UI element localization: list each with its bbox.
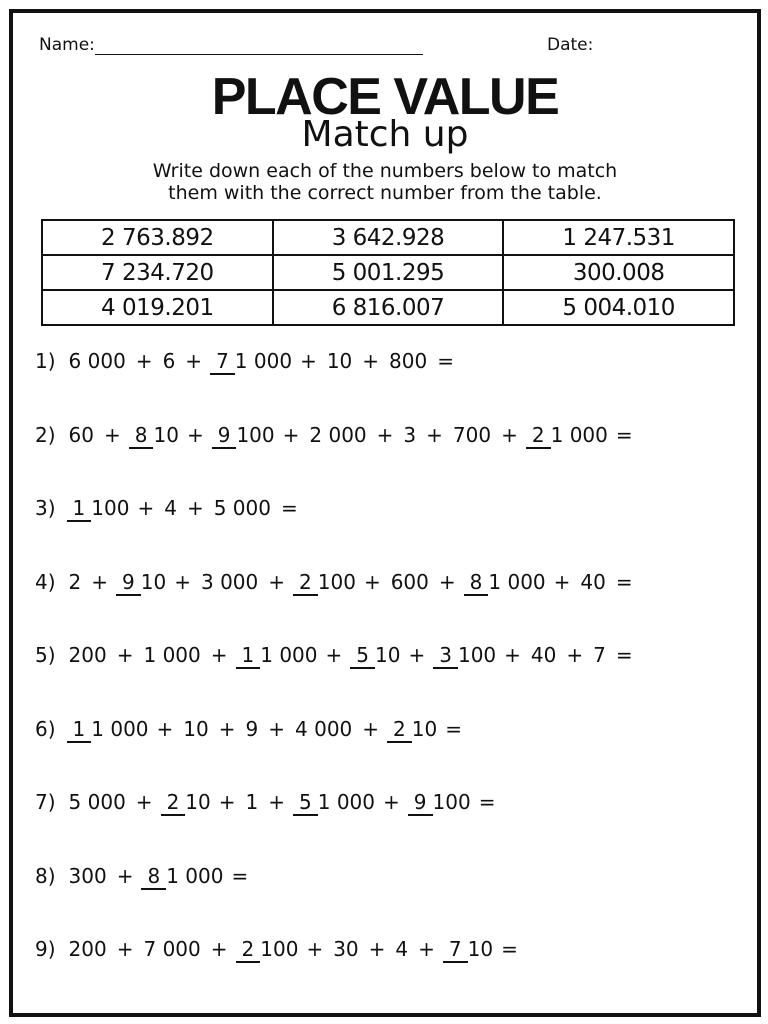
fraction [67, 717, 149, 741]
equation-row [35, 717, 735, 791]
date-field[interactable] [547, 35, 593, 55]
equation-term: 5 000 [68, 790, 126, 814]
equation-term: 7 000 [143, 937, 201, 961]
equation-term: 6 000 [68, 349, 126, 373]
fraction-denominator: 10 [411, 716, 438, 741]
operator: + [363, 569, 381, 594]
fraction-numerator: 2 [236, 937, 261, 963]
equation-row [35, 349, 735, 423]
equation-term: 300 [68, 863, 107, 888]
table-row [42, 220, 734, 255]
table-cell: 2 763.892 [42, 220, 273, 255]
operator: + [116, 643, 134, 667]
fraction-denominator: 1 000 [488, 569, 546, 594]
date-label: Date: [547, 35, 594, 55]
table-cell: 5 001.295 [273, 255, 504, 290]
fraction [129, 423, 179, 447]
table-cell: 7 234.720 [42, 255, 273, 290]
fraction [433, 643, 496, 667]
operator: + [566, 643, 584, 667]
instruction-line: them with the correct number from the table. [168, 182, 602, 204]
table-cell: 5 004.010 [503, 290, 734, 325]
operator: = [615, 643, 633, 667]
operator: + [504, 643, 521, 667]
operator: + [185, 349, 203, 373]
operator: + [210, 937, 228, 961]
fraction [350, 643, 400, 667]
equation-term: 7 [593, 643, 606, 667]
equation-term: 10 [326, 349, 353, 373]
operator: + [268, 716, 286, 741]
page-title: PLACE VALUE [211, 68, 559, 126]
operator: + [174, 569, 191, 594]
operator: + [408, 643, 426, 667]
table-row [42, 290, 734, 325]
equation-term: 4 [395, 937, 409, 961]
equation-term: 700 [452, 422, 492, 447]
name-line[interactable] [95, 36, 423, 55]
fraction [210, 349, 292, 373]
fraction [116, 570, 166, 594]
equation-list [35, 349, 735, 1011]
fraction-numerator: 9 [212, 423, 237, 449]
fraction-numerator: 2 [293, 570, 318, 596]
instructions [13, 160, 757, 204]
fraction-denominator: 100 [457, 643, 497, 667]
fraction-denominator: 10 [153, 422, 179, 447]
operator: + [116, 937, 134, 961]
operator: = [478, 790, 496, 814]
fraction [526, 423, 608, 447]
fraction-numerator: 3 [433, 643, 458, 669]
fraction-denominator: 1 000 [550, 422, 608, 447]
equation-number: 9) [35, 937, 56, 961]
fraction-numerator: 2 [526, 423, 551, 449]
fraction [293, 790, 375, 814]
operator: + [438, 569, 456, 594]
fraction-numerator: 8 [129, 423, 154, 449]
fraction-denominator: 100 [260, 937, 299, 961]
fraction-numerator: 5 [293, 790, 318, 816]
operator: + [135, 349, 153, 373]
fraction [236, 643, 318, 667]
fraction-denominator: 1 000 [91, 716, 149, 741]
operator: + [325, 643, 343, 667]
fraction-numerator: 9 [116, 570, 141, 596]
equation-term: 30 [333, 937, 359, 961]
equation-term: 3 [403, 422, 417, 447]
instruction-line: Write down each of the numbers below to match [152, 160, 618, 182]
equation-term: 3 000 [200, 569, 259, 594]
fraction [67, 496, 130, 520]
fraction-numerator: 8 [464, 570, 489, 596]
equation-number: 6) [35, 716, 56, 741]
equation-term: 4 [164, 496, 177, 520]
equation-term: 1 000 [143, 643, 201, 667]
fraction-denominator: 1 000 [260, 643, 318, 667]
fraction [293, 570, 356, 594]
fraction [464, 570, 546, 594]
fraction [387, 717, 437, 741]
equation-number: 8) [35, 863, 56, 888]
operator: + [116, 863, 134, 888]
equation-number: 4) [35, 569, 56, 594]
operator: + [368, 937, 386, 961]
equation-term: 1 [245, 790, 259, 814]
fraction-numerator: 1 [67, 717, 92, 743]
operator: + [362, 349, 380, 373]
equation-number: 5) [35, 643, 56, 667]
equation-row [35, 864, 735, 938]
worksheet-page [9, 9, 761, 1017]
fraction-numerator: 9 [408, 790, 433, 816]
operator: + [135, 790, 153, 814]
fraction [212, 423, 275, 447]
equation-number: 2) [35, 422, 56, 447]
operator: + [210, 643, 228, 667]
equation-term: 2 000 [309, 422, 367, 447]
equation-term: 60 [68, 422, 94, 447]
fraction-denominator: 100 [432, 790, 471, 814]
equation-row [35, 643, 735, 717]
table-cell: 4 019.201 [42, 290, 273, 325]
operator: + [306, 937, 324, 961]
operator: = [615, 569, 633, 594]
operator: = [437, 349, 454, 373]
table-row [42, 255, 734, 290]
operator: + [362, 716, 380, 741]
equation-term: 40 [580, 569, 606, 594]
fraction-numerator: 2 [161, 790, 186, 816]
fraction-denominator: 1 000 [234, 349, 293, 373]
equation-term: 4 000 [295, 716, 353, 741]
fraction-denominator: 10 [375, 643, 401, 667]
equation-term: 2 [68, 569, 82, 594]
operator: + [186, 496, 204, 520]
operator: = [280, 496, 298, 520]
operator: + [218, 790, 236, 814]
fraction-denominator: 1 000 [166, 863, 224, 888]
operator: + [376, 422, 394, 447]
equation-term: 5 000 [213, 496, 271, 520]
fraction-numerator: 7 [443, 937, 468, 963]
operator: + [426, 422, 443, 447]
fraction-denominator: 10 [140, 569, 167, 594]
operator: + [282, 422, 300, 447]
fraction-numerator: 2 [387, 717, 412, 743]
equation-term: 40 [530, 643, 557, 667]
equation-term: 200 [68, 937, 107, 961]
operator: = [445, 716, 462, 741]
table-cell: 3 642.928 [273, 220, 504, 255]
fraction-denominator: 100 [317, 569, 356, 594]
fraction [443, 937, 493, 961]
equation-row [35, 790, 735, 864]
operator: + [137, 496, 155, 520]
equation-term: 800 [389, 349, 428, 373]
operator: + [156, 716, 174, 741]
operator: + [553, 569, 571, 594]
fraction-denominator: 1 000 [317, 790, 376, 814]
operator: + [186, 422, 204, 447]
operator: + [418, 937, 435, 961]
equation-row [35, 570, 735, 644]
operator: = [501, 937, 518, 961]
equation-term: 6 [162, 349, 176, 373]
operator: + [300, 349, 317, 373]
equation-term: 600 [390, 569, 429, 594]
numbers-table [41, 219, 735, 326]
fraction [236, 937, 299, 961]
fraction-numerator: 1 [236, 643, 261, 669]
fraction-denominator: 10 [467, 937, 494, 961]
equation-row [35, 496, 735, 570]
operator: = [231, 863, 249, 888]
name-field[interactable] [39, 35, 423, 55]
operator: + [103, 422, 121, 447]
name-label: Name: [39, 35, 95, 55]
fraction-denominator: 100 [236, 422, 275, 447]
operator: = [615, 422, 633, 447]
fraction [408, 790, 471, 814]
equation-term: 10 [183, 716, 209, 741]
equation-term: 9 [245, 716, 259, 741]
operator: + [268, 569, 286, 594]
equation-number: 7) [35, 790, 56, 814]
operator: + [383, 790, 400, 814]
equation-term: 200 [68, 643, 107, 667]
operator: + [91, 569, 109, 594]
equation-row [35, 423, 735, 497]
fraction-numerator: 7 [210, 349, 235, 375]
fraction-numerator: 8 [141, 864, 166, 890]
table-cell: 1 247.531 [503, 220, 734, 255]
table-cell: 6 816.007 [273, 290, 504, 325]
equation-number: 3) [35, 496, 56, 520]
operator: + [218, 716, 236, 741]
fraction [161, 790, 211, 814]
fraction-numerator: 5 [350, 643, 375, 669]
fraction-numerator: 1 [67, 496, 92, 522]
page-subtitle: Match up [301, 114, 469, 155]
operator: + [501, 422, 518, 447]
table-cell: 300.008 [503, 255, 734, 290]
fraction [141, 864, 223, 888]
equation-number: 1) [35, 349, 56, 373]
fraction-denominator: 10 [185, 790, 211, 814]
fraction-denominator: 100 [91, 496, 130, 520]
operator: + [268, 790, 286, 814]
equation-row [35, 937, 735, 1011]
